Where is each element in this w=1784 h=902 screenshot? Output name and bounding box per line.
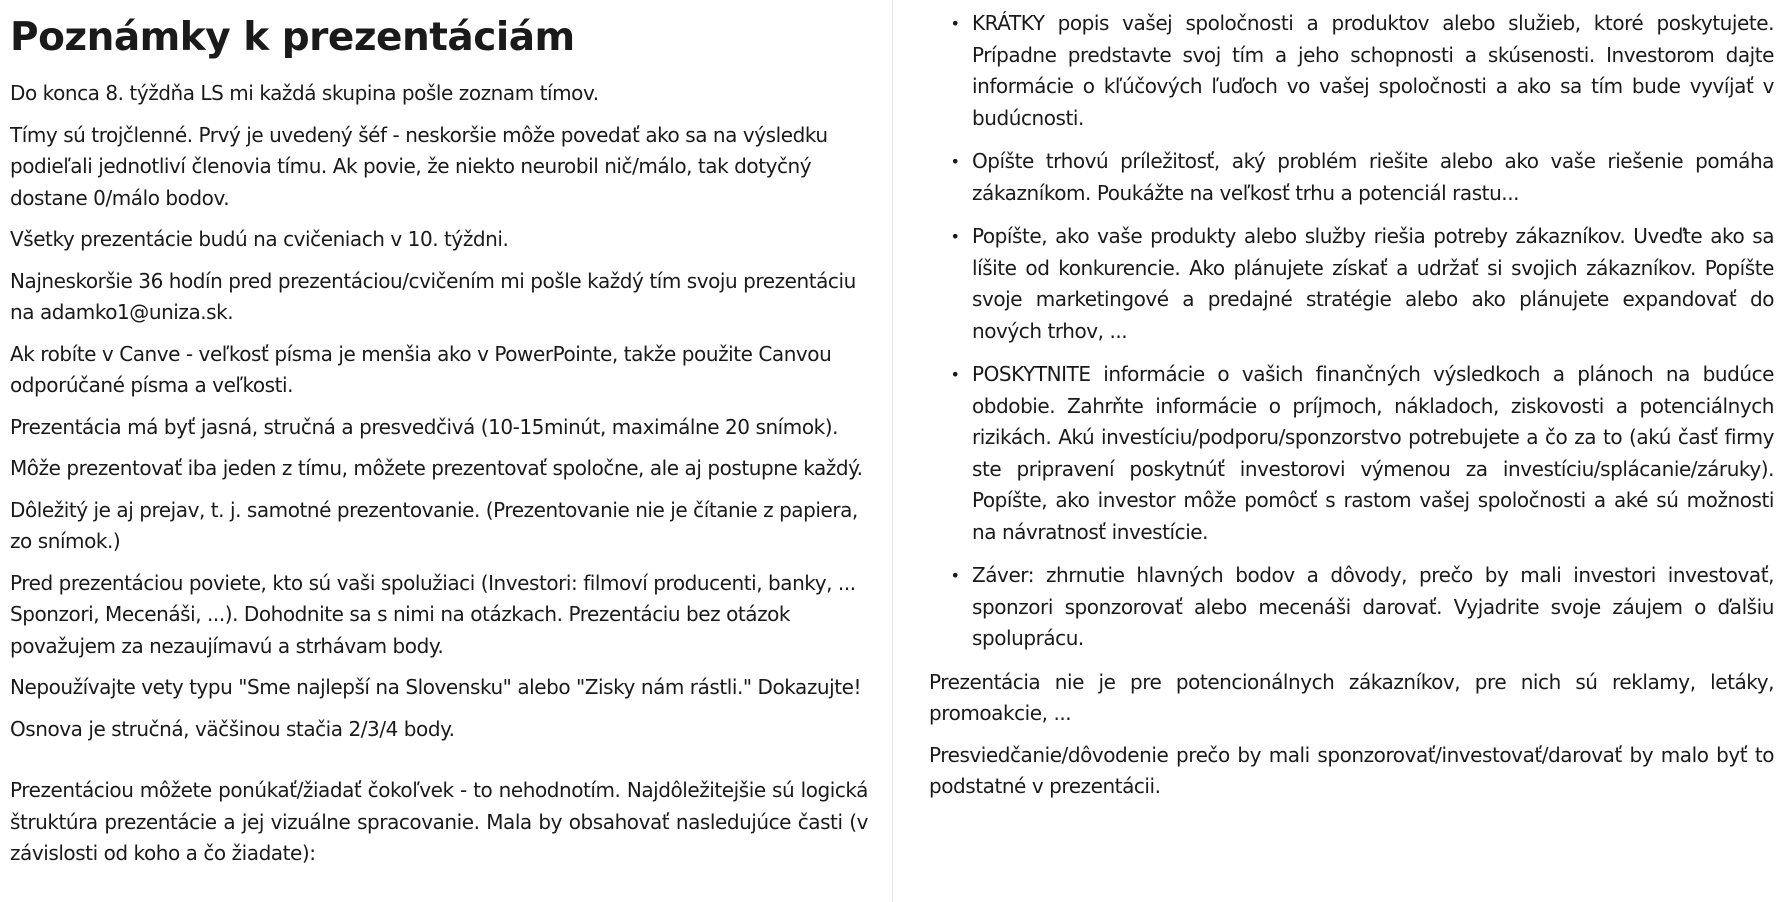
paragraph-outline: Osnova je stručná, väčšinou stačia 2/3/4 body. (10, 716, 455, 741)
bullet-icon: • (950, 227, 960, 246)
structure-bullet-list (929, 8, 1774, 655)
paragraph-who-presents: Môže prezentovať iba jeden z tímu, môžete prezentovať spoločne, ale aj postupne každý. (10, 456, 863, 480)
list-item-conclusion (929, 560, 1774, 655)
bullet-icon: • (950, 365, 960, 384)
bullet-icon: • (950, 152, 960, 171)
list-item-text: Opíšte trhovú príležitosť, aký problém riešite alebo ako vaše riešenie pomáha zákazníkom. Poukážte na veľkosť trhu a potenciál rastu... (972, 149, 1774, 205)
paragraph-avoid-claims: Nepoužívajte vety typu "Sme najlepší na Slovensku" alebo "Zisky nám rástli." Dokazujte! (10, 675, 862, 699)
paragraph-presentation-length: Prezentácia má byť jasná, stručná a presvedčivá (10-15minút, maximálne 20 snímok). (10, 414, 838, 439)
list-item-text: Záver: zhrnutie hlavných bodov a dôvody, prečo by mali investori investovať, sponzori sponzorovať alebo mecenáši darovať. Vyjadrite svoje záujem o ďalšiu spoluprácu. (972, 563, 1774, 650)
bullet-icon: • (950, 566, 960, 585)
list-item-products-strategy (929, 221, 1774, 347)
list-item-text: Popíšte, ako vaše produkty alebo služby riešia potreby zákazníkov. Uveďte ako sa líšite od konkurencie. Ako plánujete získať a udržať si svojich zákazníkov. Popíšte svoje marketingové a predajné stratégie alebo ako plánujete expandovať do nových trhov, ... (972, 224, 1774, 343)
list-item-company-description (929, 8, 1774, 134)
paragraph-persuasion: Presviedčanie/dôvodenie prečo by mali sponzorovať/investovať/darovať by malo byť to podstatné v prezentácii. (929, 742, 1774, 798)
paragraph-team-composition: Tímy sú trojčlenné. Prvý je uvedený šéf - neskoršie môže povedať ako sa na výsledku podieľali jednotliví členovia tímu. Ak povie, že niekto neurobil nič/málo, tak dotyčný dostane 0/málo bodov. (10, 122, 828, 210)
paragraph-structure-intro: Prezentáciou môžete ponúkať/žiadať čokoľvek - to nehodnotím. Najdôležitejšie sú logická štruktúra prezentácie a jej vizuálne spracovanie. Mala by obsahovať nasledujúce časti (v závislosti od koho a čo žiadate): (10, 778, 868, 865)
list-item-financials (929, 359, 1774, 548)
list-item-text: POSKYTNITE informácie o vašich finančných výsledkoch a plánoch na budúce obdobie. Zahrňte informácie o príjmoch, nákladoch, ziskovosti a potenciálnych rizikách. Akú investíciu/podporu/sponzorstvo potrebujete a čo za to (akú časť firmy ste pripravení poskytnúť investorovi výmenou za investíciu/splácanie/záruky). Popíšte, ako investor môže pomôcť s rastom vašej spoločnosti a aké sú možnosti na návratnosť investície. (972, 362, 1774, 544)
paragraph-submission-deadline: Najneskoršie 36 hodín pred prezentáciou/cvičením mi pošle každý tím svoju prezentáciu na adamko1@uniza.sk. (10, 268, 856, 324)
paragraph-not-for-customers: Prezentácia nie je pre potencionálnych zákazníkov, pre nich sú reklamy, letáky, promoakcie, ... (929, 669, 1774, 725)
paragraph-presentation-week: Všetky prezentácie budú na cvičeniach v 10. týždni. (10, 227, 509, 251)
list-item-text: KRÁTKY popis vašej spoločnosti a produktov alebo služieb, ktoré poskytujete. Prípadne predstavte svoj tím a jeho schopnosti a skúsenosti. Investorom dajte informácie o kľúčových ľuďoch vo vašej spoločnosti a ako sa tím bude vyvíjať v budúcnosti. (972, 11, 1774, 130)
paragraph-delivery: Dôležitý je aj prejav, t. j. samotné prezentovanie. (Prezentovanie nie je čítanie z papiera, zo snímok.) (10, 497, 858, 553)
paragraph-audience-questions: Pred prezentáciou poviete, kto sú vaši spolužiaci (Investori: filmoví producenti, banky, ... Sponzori, Mecenáši, ...). Dohodnite sa s nimi na otázkach. Prezentáciu bez otázok považujem za nezaujímavú a strhávam body. (10, 570, 856, 658)
paragraph-team-list-deadline: Do konca 8. týždňa LS mi každá skupina pošle zoznam tímov. (10, 81, 599, 105)
right-column (893, 0, 1784, 902)
paragraph-canva-fonts: Ak robíte v Canve - veľkosť písma je menšia ako v PowerPointe, takže použite Canvou odporúčané písma a veľkosti. (10, 341, 832, 397)
page-title: Poznámky k prezentáciám (10, 15, 575, 60)
paragraph-spacer (10, 755, 868, 775)
list-item-market-opportunity (929, 146, 1774, 209)
bullet-icon: • (950, 14, 960, 33)
